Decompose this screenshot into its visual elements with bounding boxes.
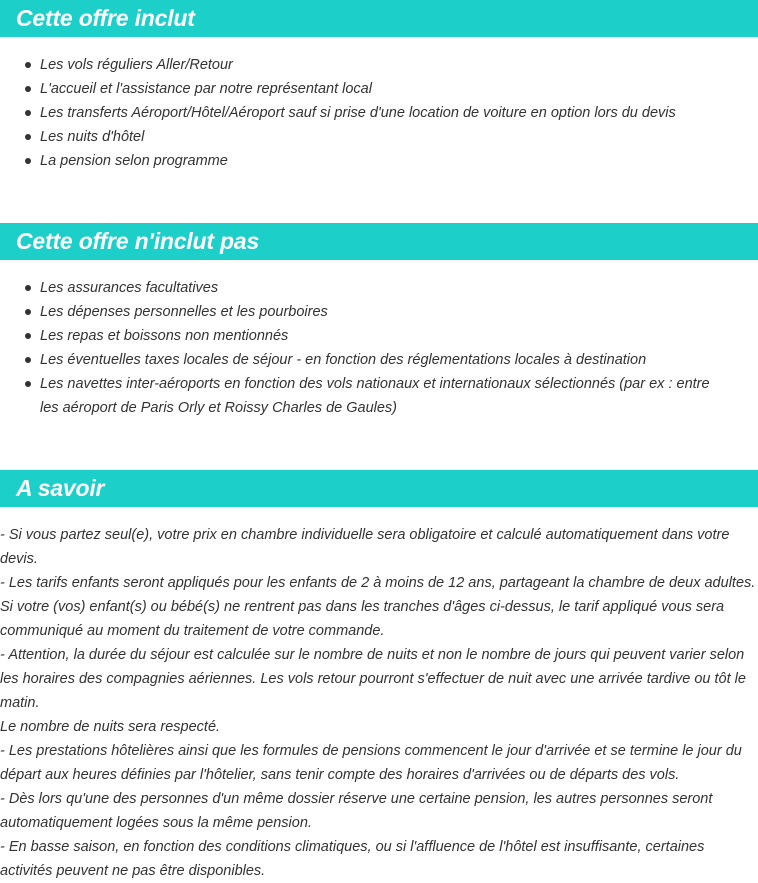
know-title: A savoir [16, 475, 105, 501]
excluded-title: Cette offre n'inclut pas [16, 228, 260, 254]
included-list [0, 53, 758, 173]
excluded-item: Les dépenses personnelles et les pourboires [0, 300, 758, 324]
included-item: Les transferts Aéroport/Hôtel/Aéroport sauf si prise d'une location de voiture en option lors du devis [0, 101, 758, 125]
know-header [0, 470, 758, 507]
know-body [0, 523, 758, 883]
section-spacer [0, 173, 758, 223]
excluded-list [0, 276, 758, 420]
know-paragraph: - Les prestations hôtelières ainsi que les formules de pensions commencent le jour d'arrivée et se termine le jour du départ aux heures définies par l'hôtelier, sans tenir compte des horaires d'arrivées ou de départs des vols. [0, 743, 742, 783]
excluded-header [0, 223, 758, 260]
included-section [0, 0, 758, 173]
excluded-item: Les éventuelles taxes locales de séjour - en fonction des réglementations locales à destination [0, 348, 758, 372]
excluded-item: Les repas et boissons non mentionnés [0, 324, 758, 348]
know-paragraph: Le nombre de nuits sera respecté. [0, 719, 221, 735]
included-item: Les vols réguliers Aller/Retour [0, 53, 758, 77]
included-title: Cette offre inclut [16, 5, 195, 31]
know-paragraph: Si votre (vos) enfant(s) ou bébé(s) ne rentrent pas dans les tranches d'âges ci-dessus, le tarif appliqué vous sera communiqué au moment du traitement de votre commande. [0, 599, 725, 639]
know-paragraph: - Dès lors qu'une des personnes d'un même dossier réserve une certaine pension, les autres personnes seront automatiquement logées sous la même pension. [0, 791, 713, 831]
know-paragraph: - Si vous partez seul(e), votre prix en chambre individuelle sera obligatoire et calculé automatiquement dans votre devis. [0, 527, 730, 567]
excluded-item: Les navettes inter-aéroports en fonction des vols nationaux et internationaux sélectionnés (par ex : entre les aéroport de Paris Orly et Roissy Charles de Gaules) [0, 372, 758, 420]
know-paragraph: - Les tarifs enfants seront appliqués pour les enfants de 2 à moins de 12 ans, partageant la chambre de deux adultes. [0, 575, 756, 591]
know-paragraph: - Attention, la durée du séjour est calculée sur le nombre de nuits et non le nombre de jours qui peuvent varier selon les horaires des compagnies aériennes. Les vols retour pourront s'effectuer de nuit avec une arrivée tardive ou tôt le matin. [0, 647, 746, 711]
know-paragraph: - En basse saison, en fonction des conditions climatiques, ou si l'affluence de l'hôtel est insuffisante, certaines activités peuvent ne pas être disponibles. [0, 839, 705, 879]
excluded-section [0, 223, 758, 420]
excluded-item: Les assurances facultatives [0, 276, 758, 300]
included-item: L'accueil et l'assistance par notre représentant local [0, 77, 758, 101]
section-spacer [0, 420, 758, 470]
included-item: Les nuits d'hôtel [0, 125, 758, 149]
included-item: La pension selon programme [0, 149, 758, 173]
know-section [0, 470, 758, 883]
included-header [0, 0, 758, 37]
